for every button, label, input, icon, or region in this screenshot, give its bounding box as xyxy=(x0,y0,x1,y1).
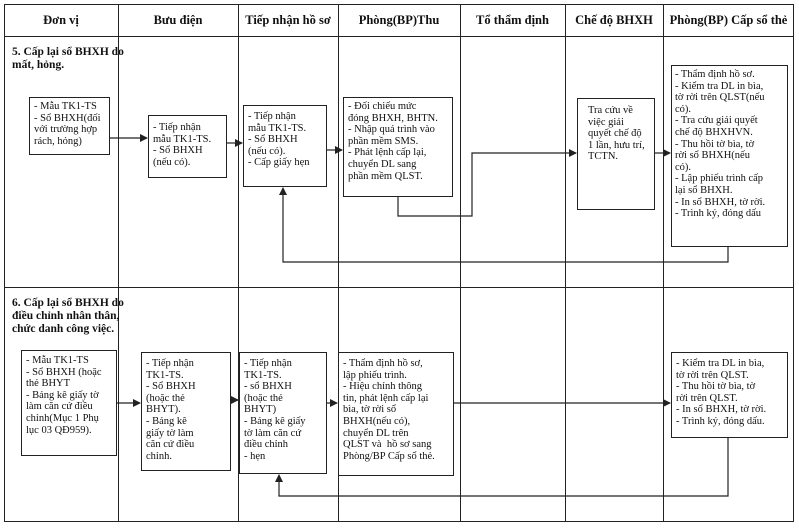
s6-buu-dien-line: - Tiếp nhận xyxy=(146,358,194,369)
s6-buu-dien-line: BHYT). xyxy=(146,404,181,416)
s6-buu-dien-box xyxy=(141,352,231,471)
s6-don-vi-box xyxy=(21,350,117,456)
s5-don-vi-line: - Sổ BHXH(đối xyxy=(34,112,101,124)
s5-tiep-nhan-line: - Cấp giấy hẹn xyxy=(248,157,310,169)
s6-bp-thu-line: Phòng/BP Cấp sổ thẻ. xyxy=(343,450,435,462)
s5-bp-thu-line: - Phát lệnh cấp lại, xyxy=(348,147,427,159)
s6-tiep-nhan-line: (hoặc thẻ xyxy=(244,392,283,404)
header-buu-dien: Bưu điện xyxy=(153,12,203,27)
header-bp-thu: Phòng(BP)Thu xyxy=(358,12,440,27)
s6-bp-cap-so-line: - Trình ký, đóng dấu. xyxy=(676,415,765,427)
s6-bp-thu-line: tin, phát lệnh cấp lại xyxy=(343,392,429,404)
s6-tiep-nhan-line: - hẹn xyxy=(244,450,266,462)
s5-bp-cap-so-line: chế độ BHXHVN. xyxy=(675,126,753,138)
s5-bp-cap-so-line: - Tra cứu giải quyết xyxy=(675,115,758,127)
s5-bp-cap-so-box xyxy=(671,65,788,247)
s5-bp-thu-line: phần mềm SMS. xyxy=(348,135,419,147)
s5-bp-cap-so-line: - Thu hồi tờ bìa, tờ xyxy=(675,138,755,150)
s5-tiep-nhan-line: - Tiếp nhận xyxy=(248,111,296,122)
s6-tiep-nhan-line: - Bảng kê giấy xyxy=(244,415,306,427)
s6-bp-cap-so-box xyxy=(671,352,788,438)
s5-don-vi-line: với trường hợp xyxy=(34,124,98,136)
section-6-title-line: chức danh công việc. xyxy=(12,323,115,335)
section-5-title xyxy=(12,46,124,72)
section-divider xyxy=(4,287,794,288)
header-tiep-nhan: Tiếp nhận hồ sơ xyxy=(245,12,331,27)
s6-tiep-nhan-line: điều chỉnh xyxy=(244,439,289,451)
s5-bp-cap-so-line: - Kiểm tra DL in bìa, xyxy=(675,80,764,92)
s5-tiep-nhan-box xyxy=(243,105,327,187)
s6-buu-dien-line: - Sổ BHXH xyxy=(146,381,196,393)
s5-tiep-nhan-line: - Sổ BHXH xyxy=(248,134,298,146)
s5-che-do-line: Tra cứu về xyxy=(588,105,633,116)
s6-bp-cap-so-line: - In sổ BHXH, tờ rời. xyxy=(676,404,767,416)
s5-don-vi-line: - Mẫu TK1-TS xyxy=(34,101,97,112)
s6-tiep-nhan-line: BHYT) xyxy=(244,404,277,416)
s5-bp-thu-line: phần mềm QLST. xyxy=(348,170,423,182)
s5-che-do-box xyxy=(577,98,655,210)
s5-che-do-line: TCTN. xyxy=(588,151,619,163)
column-divider xyxy=(118,4,119,522)
s6-tiep-nhan-line: - sổ BHXH xyxy=(244,381,292,393)
s5-bp-thu-line: - Đối chiếu mức xyxy=(348,101,417,112)
s6-don-vi-line: lục 03 QĐ959). xyxy=(26,424,92,436)
s5-bp-cap-so-line: - Thẩm định hồ sơ. xyxy=(675,69,755,80)
s6-don-vi-line: chỉnh(Mục 1 Phụ xyxy=(26,412,99,424)
s5-don-vi-box xyxy=(29,97,110,155)
s5-tiep-nhan-line: mẫu TK1-TS. xyxy=(248,122,307,134)
s6-don-vi-line: - Sổ BHXH (hoặc xyxy=(26,366,102,378)
s5-buu-dien-box xyxy=(148,115,227,178)
section-6-title-line: điều chỉnh nhân thân, xyxy=(12,310,120,322)
section-6-title-line: 6. Cấp lại sổ BHXH do xyxy=(12,297,124,309)
s5-bp-cap-so-line: - Lập phiếu trình cấp xyxy=(675,173,764,185)
s5-bp-cap-so-line: - In sổ BHXH, tờ rời. xyxy=(675,196,766,208)
s6-bp-cap-so-line: tờ rời trên QLST. xyxy=(676,369,749,381)
s5-bp-cap-so-line: tờ rời trên QLST(nếu xyxy=(675,92,765,104)
s6-don-vi-line: - Mẫu TK1-TS xyxy=(26,355,89,366)
s6-tiep-nhan-box xyxy=(239,352,327,474)
s5-che-do-line: việc giải xyxy=(588,116,624,128)
s6-bp-thu-line: lập phiếu trình. xyxy=(343,369,407,381)
column-divider xyxy=(663,4,664,522)
s6-buu-dien-line: chỉnh. xyxy=(146,450,172,462)
s6-tiep-nhan-line: TK1-TS. xyxy=(244,369,282,381)
s6-bp-thu-box xyxy=(338,352,454,476)
s5-don-vi-line: rách, hỏng) xyxy=(34,135,82,147)
s5-buu-dien-line: - Sổ BHXH xyxy=(153,145,203,157)
s6-buu-dien-line: căn cứ điều xyxy=(146,439,195,451)
s6-bp-thu-line: QLST và hồ sơ sang xyxy=(343,439,432,451)
s5-bp-thu-line: - Nhập quá trình vào xyxy=(348,124,435,136)
section-6-title xyxy=(12,297,124,336)
s6-bp-cap-so-line: - Thu hồi tờ bìa, tờ xyxy=(676,381,756,393)
s5-buu-dien-line: mẫu TK1-TS. xyxy=(153,133,212,145)
s5-bp-cap-so-line: rời sổ BHXH(nếu xyxy=(675,150,750,162)
header-bp-cap-so: Phòng(BP) Cấp sổ thẻ xyxy=(669,12,788,27)
header-to-tham-dinh: Tổ thẩm định xyxy=(476,12,549,27)
s6-bp-thu-line: BHXH(nếu có), xyxy=(343,415,411,427)
s6-bp-cap-so-line: rời trên QLST. xyxy=(676,392,738,404)
section-5-title-line: 5. Cấp lại sổ BHXH do xyxy=(12,46,124,58)
section-5-title-line: mất, hỏng. xyxy=(12,59,65,71)
s5-bp-cap-so-line: lại sổ BHXH. xyxy=(675,184,733,196)
s6-buu-dien-line: TK1-TS. xyxy=(146,369,184,381)
column-divider xyxy=(565,4,566,522)
s6-bp-cap-so-line: - Kiểm tra DL in bìa, xyxy=(676,358,765,369)
header-don-vi: Đơn vị xyxy=(43,12,79,27)
s5-bp-cap-so-line: có). xyxy=(675,103,692,115)
s5-buu-dien-line: - Tiếp nhận xyxy=(153,122,201,133)
s5-bp-thu-line: chuyển DL sang xyxy=(348,158,417,170)
column-divider xyxy=(460,4,461,522)
s5-che-do-line: quyết chế độ xyxy=(588,128,642,140)
header-divider xyxy=(4,36,794,37)
s6-don-vi-line: làm căn cứ điều xyxy=(26,401,93,413)
s6-buu-dien-line: giấy tờ làm xyxy=(146,427,194,439)
s6-buu-dien-line: - Bảng kê xyxy=(146,415,187,427)
s6-tiep-nhan-line: - Tiếp nhận xyxy=(244,358,292,369)
s5-bp-cap-so-line: - Trình ký, đóng dấu xyxy=(675,208,762,220)
s6-buu-dien-line: (hoặc thẻ xyxy=(146,392,185,404)
s5-bp-cap-so-line: có). xyxy=(675,161,692,173)
s6-bp-thu-line: - Hiệu chỉnh thông xyxy=(343,381,423,393)
s5-buu-dien-line: (nếu có). xyxy=(153,156,191,168)
s5-che-do-line: 1 lần, hưu trí, xyxy=(588,139,645,151)
s6-don-vi-line: thẻ BHYT xyxy=(26,378,71,390)
s6-bp-thu-line: - Thẩm định hồ sơ, xyxy=(343,358,423,369)
s6-bp-thu-line: chuyển DL trên xyxy=(343,427,409,439)
s5-bp-thu-box xyxy=(343,97,453,197)
s5-tiep-nhan-line: (nếu có). xyxy=(248,145,286,157)
header-che-do: Chế độ BHXH xyxy=(575,12,653,27)
s6-bp-thu-line: bìa, tờ rời sổ xyxy=(343,404,397,416)
s6-tiep-nhan-line: tờ làm căn cứ xyxy=(244,427,302,439)
s5-bp-thu-line: đóng BHXH, BHTN. xyxy=(348,112,438,124)
s6-don-vi-line: - Bảng kê giấy tờ xyxy=(26,389,99,401)
